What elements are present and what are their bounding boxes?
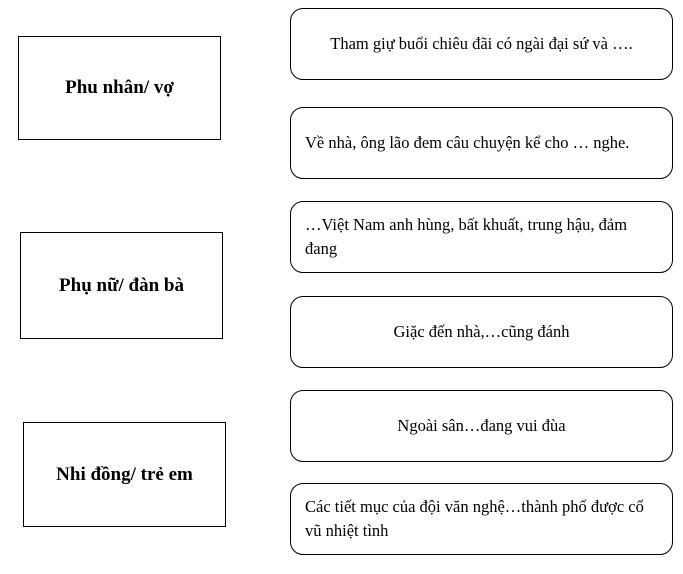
word-box-nhi-dong-tre-em[interactable] [23, 422, 226, 527]
sentence-box-4[interactable] [290, 296, 673, 368]
sentence-box-6[interactable] [290, 483, 673, 555]
sentence-box-2[interactable] [290, 107, 673, 179]
sentence-text: …Việt Nam anh hùng, bất khuất, trung hậu, đảm đang [305, 215, 628, 258]
sentence-box-3[interactable] [290, 201, 673, 273]
sentence-box-5[interactable] [290, 390, 673, 462]
word-label: Phụ nữ/ đàn bà [59, 274, 184, 296]
word-label: Phu nhân/ vợ [65, 77, 174, 98]
sentence-text: Giặc đến nhà,…cũng đánh [393, 322, 570, 341]
word-box-phu-nhan-vo[interactable] [18, 36, 221, 140]
sentence-box-1[interactable] [290, 8, 673, 80]
word-box-phu-nu-dan-ba[interactable] [20, 232, 223, 339]
word-label: Nhi đồng/ trẻ em [56, 463, 193, 485]
sentence-text: Về nhà, ông lão đem câu chuyện kể cho … nghe. [305, 133, 630, 152]
sentence-text: Ngoài sân…đang vui đùa [397, 416, 566, 435]
sentence-text: Các tiết mục của đội văn nghệ…thành phố được cổ vũ nhiệt tình [305, 497, 644, 540]
sentence-text: Tham giự buổi chiêu đãi có ngài đại sứ và …. [330, 34, 633, 53]
